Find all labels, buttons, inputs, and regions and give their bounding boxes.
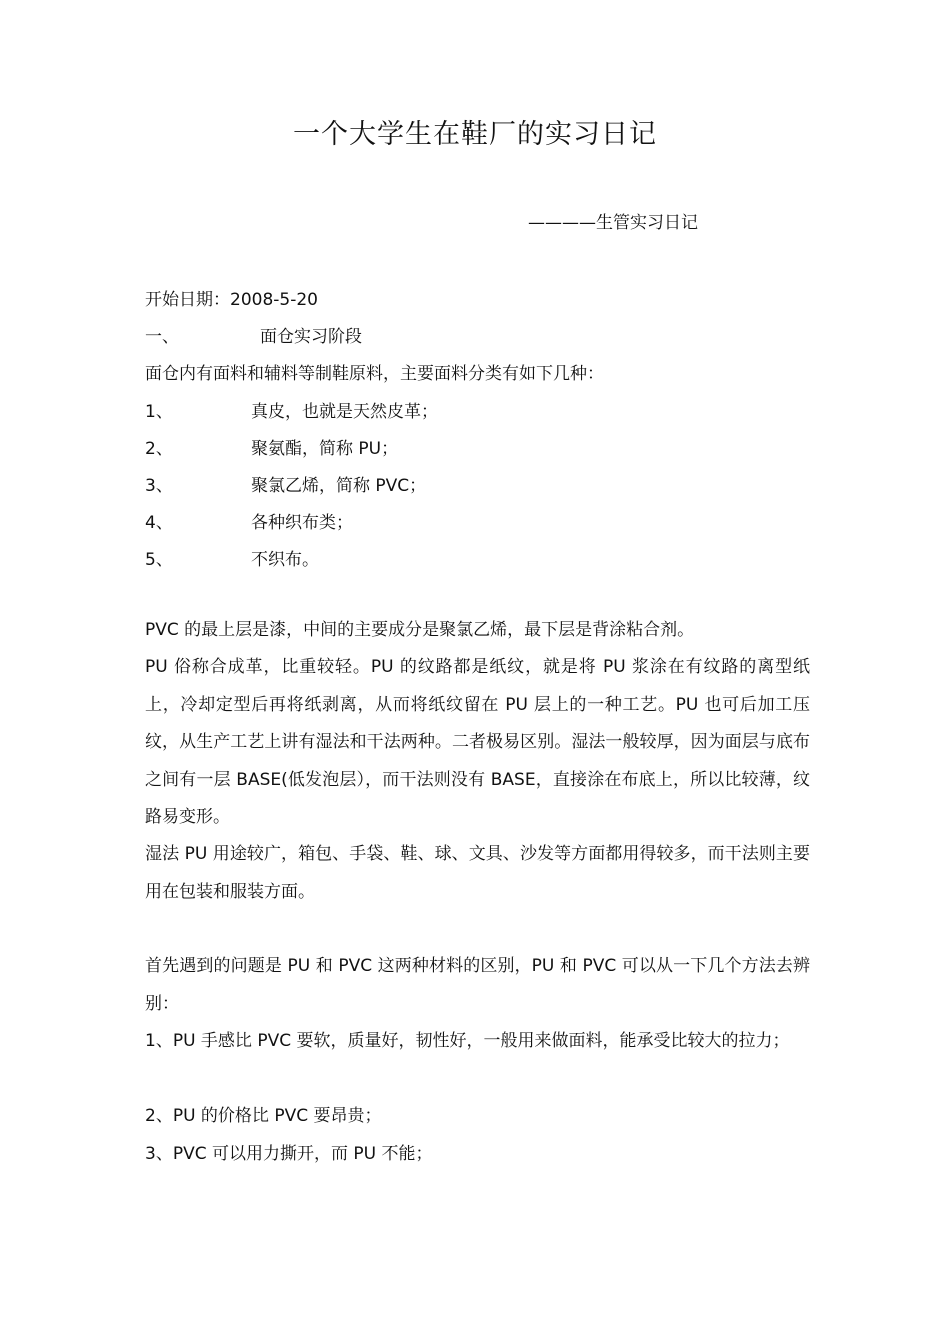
list-item-text: 真皮，也就是天然皮革； xyxy=(251,402,438,422)
diff-item: 2、PU 的价格比 PVC 要昂贵； xyxy=(145,1106,382,1126)
document-title: 一个大学生在鞋厂的实习日记 xyxy=(293,119,657,150)
list-item-number: 5、 xyxy=(145,550,173,570)
wet-paragraph: 湿法 PU 用途较广，箱包、手袋、鞋、球、文具、沙发等方面都用得较多，而干法则主要用在包装和服装方面。 xyxy=(145,844,810,902)
list-item-text: 不织布。 xyxy=(251,550,319,570)
question-paragraph: 首先遇到的问题是 PU 和 PVC 这两种材料的区别，PU 和 PVC 可以从一下几个方法去辨别： xyxy=(145,956,810,1014)
list-item-text: 聚氨酯，简称 PU； xyxy=(251,439,399,459)
pvc-paragraph: PVC 的最上层是漆，中间的主要成分是聚氯乙烯，最下层是背涂粘合剂。 xyxy=(145,620,695,640)
section-heading xyxy=(145,322,362,347)
list-item-text: 各种织布类； xyxy=(251,513,353,533)
list-item-number: 4、 xyxy=(145,513,173,533)
list-item xyxy=(145,545,319,570)
list-item xyxy=(145,471,426,496)
list-item-text: 聚氯乙烯，简称 PVC； xyxy=(251,476,427,496)
intro-line: 面仓内有面料和辅料等制鞋原料，主要面料分类有如下几种： xyxy=(145,364,604,384)
list-item-number: 1、 xyxy=(145,402,173,422)
pu-paragraph: PU 俗称合成革，比重较轻。PU 的纹路都是纸纹，就是将 PU 浆涂在有纹路的离型纸上，冷却定型后再将纸剥离，从而将纸纹留在 PU 层上的一种工艺。PU 也可后加工压纹，从生产工艺上讲有湿法和干法两种。二者极易区别。湿法一般较厚，因为面层与底布之间有一层 BASE(低发泡层），而干法则没有 BASE，直接涂在布底上，所以比较薄，纹路易变形。 xyxy=(145,657,810,827)
diff-item: 3、PVC 可以用力撕开，而 PU 不能； xyxy=(145,1144,433,1164)
section-number: 一、 xyxy=(145,327,179,347)
list-item xyxy=(145,397,438,422)
document-subtitle: ————生管实习日记 xyxy=(528,213,698,233)
section-label: 面仓实习阶段 xyxy=(260,327,362,347)
list-item xyxy=(145,508,353,533)
diff-item: 1、PU 手感比 PVC 要软，质量好，韧性好，一般用来做面料，能承受比较大的拉力； xyxy=(145,1031,790,1051)
start-date: 开始日期：2008-5-20 xyxy=(145,290,318,310)
list-item-number: 2、 xyxy=(145,439,173,459)
list-item-number: 3、 xyxy=(145,476,173,496)
list-item xyxy=(145,434,398,459)
